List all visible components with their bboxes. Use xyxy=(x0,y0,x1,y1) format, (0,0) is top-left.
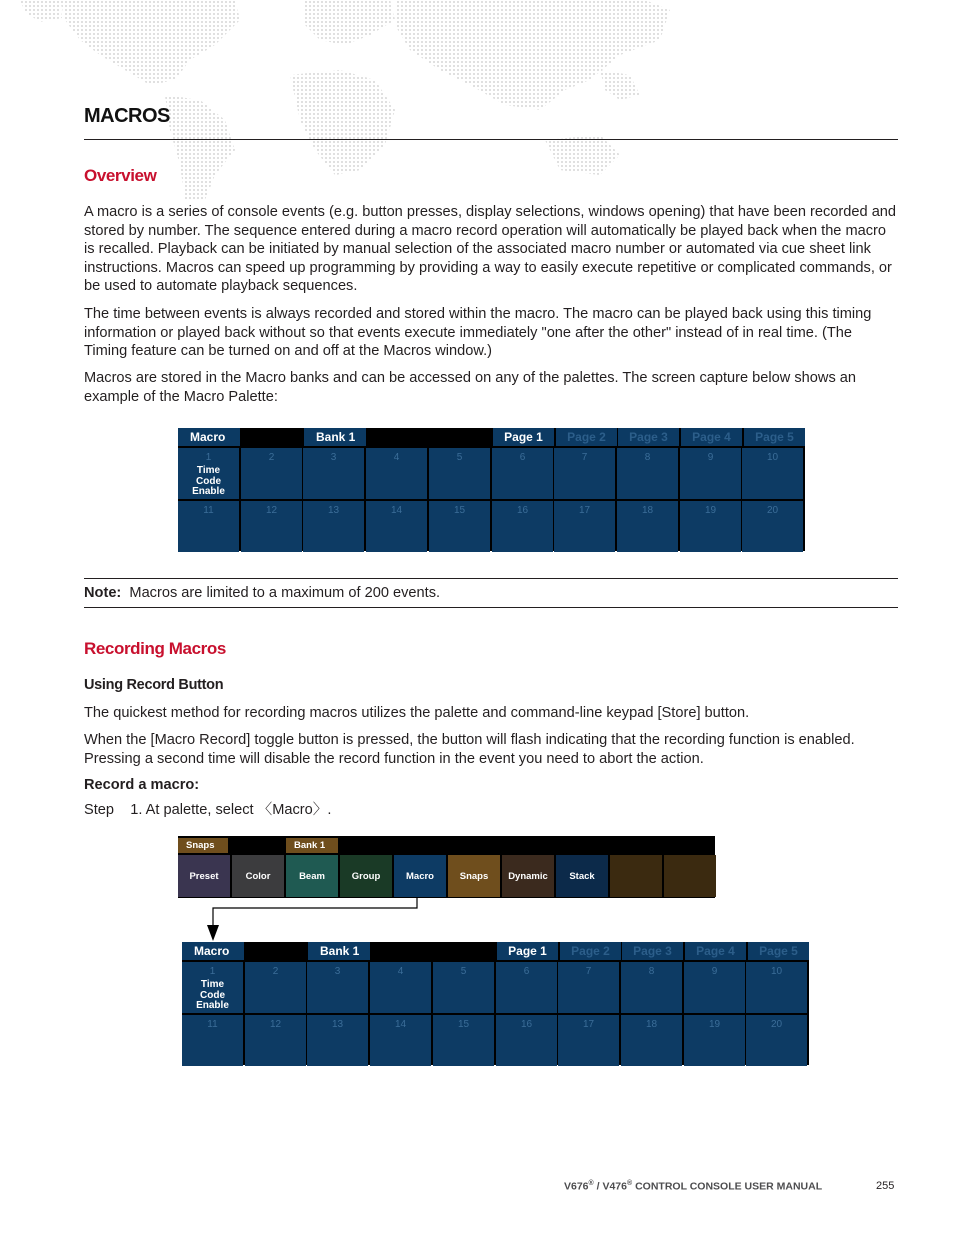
palette-page-tab[interactable]: Page 1 xyxy=(497,942,558,960)
category-button-empty[interactable] xyxy=(610,855,662,897)
step-label: Step xyxy=(84,802,115,818)
macro-cell[interactable] xyxy=(621,962,682,1013)
macro-cell[interactable] xyxy=(554,501,615,552)
note-top-rule xyxy=(84,578,898,579)
macro-cell-number: 3 xyxy=(334,966,341,977)
macro-cell-number: 9 xyxy=(711,966,718,977)
macro-cell[interactable] xyxy=(182,962,243,1013)
macro-cell[interactable] xyxy=(617,501,678,552)
macro-cell[interactable] xyxy=(178,501,239,552)
macro-cell-number: 17 xyxy=(578,505,591,516)
macro-cell-number: 4 xyxy=(397,966,404,977)
recording-macros-heading: Recording Macros xyxy=(84,639,226,658)
macro-cell[interactable] xyxy=(433,1015,494,1066)
macro-cell[interactable] xyxy=(303,501,364,552)
macro-cell-number: 6 xyxy=(523,966,530,977)
palette-page-tab[interactable]: Page 2 xyxy=(556,428,617,446)
title-rule xyxy=(84,139,898,140)
category-button-snaps[interactable]: Snaps xyxy=(448,855,500,897)
overview-paragraph-1: A macro is a series of console events (e.g. button presses, display selections, windows opening) that have been recorded and stored by number. The sequence entered during a macro record operation will automatically be played back when the macro is recalled. Playback can be initiated by manual selection of the associated macro number or automated via cue sheet link instructions. Macros can speed up programming by providing a way to easily execute repetitive or complicated commands, or be used to automate playback sequences. xyxy=(84,204,897,294)
overview-paragraph-3: Macros are stored in the Macro banks and can be accessed on any of the palettes. The screen capture below shows an example of the Macro Palette: xyxy=(84,370,857,405)
macro-cell-number: 17 xyxy=(582,1019,595,1030)
palette-page-tab[interactable]: Page 5 xyxy=(748,942,809,960)
category-button-empty[interactable] xyxy=(664,855,716,897)
macro-cell[interactable] xyxy=(492,501,553,552)
record-a-macro-label: Record a macro: xyxy=(84,777,200,793)
macro-cell-number: 13 xyxy=(331,1019,344,1030)
overview-heading: Overview xyxy=(84,166,157,185)
page-number: 255 xyxy=(876,1180,895,1192)
macro-cell-number: 15 xyxy=(457,1019,470,1030)
macro-cell[interactable] xyxy=(746,1015,807,1066)
macro-cell[interactable] xyxy=(746,962,807,1013)
using-paragraph-1: The quickest method for recording macros utilizes the palette and command-line keypad [Store] button. xyxy=(84,705,750,721)
step-text: 1. At palette, select 〈Macro〉. xyxy=(130,802,332,818)
macro-cell[interactable] xyxy=(742,448,803,499)
category-palette-screenshot xyxy=(178,836,715,898)
macro-cell[interactable] xyxy=(496,1015,557,1066)
macro-cell[interactable] xyxy=(558,1015,619,1066)
palette-page-tab[interactable]: Page 3 xyxy=(618,428,679,446)
category-button-stack[interactable]: Stack xyxy=(556,855,608,897)
macro-cell-number: 13 xyxy=(327,505,340,516)
macro-cell-number: 10 xyxy=(770,966,783,977)
macro-cell-number: 2 xyxy=(272,966,279,977)
category-tab-snaps[interactable]: Snaps xyxy=(178,838,228,853)
category-button-dynamic[interactable]: Dynamic xyxy=(502,855,554,897)
macro-cell[interactable] xyxy=(178,448,239,499)
macro-cell-number: 4 xyxy=(393,452,400,463)
macro-cell-number: 11 xyxy=(207,1019,218,1030)
category-button-preset[interactable]: Preset xyxy=(178,855,230,897)
macro-cell-number: 5 xyxy=(456,452,463,463)
macro-palette-screenshot xyxy=(178,428,805,551)
palette-page-tab[interactable]: Page 2 xyxy=(560,942,621,960)
macro-cell[interactable] xyxy=(370,1015,431,1066)
macro-cell-number: 8 xyxy=(648,966,655,977)
macro-cell[interactable] xyxy=(429,501,490,552)
page-title: MACROS xyxy=(84,105,170,127)
macro-cell[interactable] xyxy=(429,448,490,499)
macro-cell-number: 1 xyxy=(209,966,216,977)
macro-cell[interactable] xyxy=(742,501,803,552)
macro-palette-screenshot-2 xyxy=(182,942,809,1065)
category-button-beam[interactable]: Beam xyxy=(286,855,338,897)
macro-cell[interactable] xyxy=(496,962,557,1013)
palette-page-tab[interactable]: Page 1 xyxy=(493,428,554,446)
macro-cell[interactable] xyxy=(245,962,306,1013)
macro-cell-number: 15 xyxy=(453,505,466,516)
palette-bank-selector[interactable]: Bank 1 xyxy=(304,428,366,446)
macro-cell-label: Time Code Enable xyxy=(196,979,229,1011)
macro-cell-number: 5 xyxy=(460,966,467,977)
macro-cell[interactable] xyxy=(554,448,615,499)
macro-cell-number: 8 xyxy=(644,452,651,463)
macro-cell[interactable] xyxy=(621,1015,682,1066)
macro-cell[interactable] xyxy=(303,448,364,499)
macro-cell-number: 9 xyxy=(707,452,714,463)
using-paragraph-2: When the [Macro Record] toggle button is pressed, the button will flash indicating that the recording function is enabled. Pressing a second time will disable the record function in the event you need to abort the action. xyxy=(84,732,855,767)
macro-cell-number: 10 xyxy=(766,452,779,463)
overview-paragraph-2: The time between events is always recorded and stored within the macro. The macro can be played back using this timing information or played back without so that events execute immediately "one after the other" instead of in real time. (The Timing feature can be turned on and off at the Macros window.) xyxy=(84,306,872,359)
macro-cell[interactable] xyxy=(433,962,494,1013)
macro-cell[interactable] xyxy=(307,1015,368,1066)
macro-cell-number: 7 xyxy=(581,452,588,463)
macro-cell-number: 14 xyxy=(390,505,403,516)
macro-cell[interactable] xyxy=(684,1015,745,1066)
note xyxy=(84,584,898,603)
category-button-color[interactable]: Color xyxy=(232,855,284,897)
palette-page-tab[interactable]: Page 3 xyxy=(622,942,683,960)
macro-cell-number: 16 xyxy=(516,505,529,516)
step-1 xyxy=(84,801,898,820)
macro-cell-number: 18 xyxy=(645,1019,658,1030)
footer-manual-title: V676® / V476® CONTROL CONSOLE USER MANUAL xyxy=(564,1180,823,1193)
macro-cell-number: 6 xyxy=(519,452,526,463)
macro-cell-number: 19 xyxy=(704,505,717,516)
macro-cell[interactable] xyxy=(617,448,678,499)
macro-cell-number: 12 xyxy=(265,505,278,516)
using-record-button-heading: Using Record Button xyxy=(84,677,224,693)
category-button-group[interactable]: Group xyxy=(340,855,392,897)
macro-cell[interactable] xyxy=(366,448,427,499)
macro-cell-number: 18 xyxy=(641,505,654,516)
macro-cell-number: 16 xyxy=(520,1019,533,1030)
palette-bank-selector[interactable]: Bank 1 xyxy=(308,942,370,960)
macro-cell[interactable] xyxy=(370,962,431,1013)
note-bottom-rule xyxy=(84,607,898,608)
macro-cell-number: 3 xyxy=(330,452,337,463)
macro-cell[interactable] xyxy=(241,501,302,552)
macro-cell[interactable] xyxy=(680,448,741,499)
palette-macro-label[interactable]: Macro xyxy=(182,942,244,960)
macro-cell-label: Time Code Enable xyxy=(192,465,225,497)
macro-cell[interactable] xyxy=(245,1015,306,1066)
palette-page-tab[interactable]: Page 5 xyxy=(744,428,805,446)
macro-cell[interactable] xyxy=(492,448,553,499)
macro-cell[interactable] xyxy=(182,1015,243,1066)
macro-cell-number: 19 xyxy=(708,1019,721,1030)
palette-page-tab[interactable]: Page 4 xyxy=(681,428,742,446)
macro-cell-number: 1 xyxy=(205,452,212,463)
category-button-macro[interactable]: Macro xyxy=(394,855,446,897)
macro-cell-number: 7 xyxy=(585,966,592,977)
macro-cell-number: 20 xyxy=(770,1019,783,1030)
category-tab-bank[interactable]: Bank 1 xyxy=(286,838,338,853)
macro-cell-number: 11 xyxy=(203,505,214,516)
macro-cell-number: 2 xyxy=(268,452,275,463)
palette-macro-label[interactable]: Macro xyxy=(178,428,240,446)
macro-cell-number: 12 xyxy=(269,1019,282,1030)
macro-cell[interactable] xyxy=(366,501,427,552)
macro-cell[interactable] xyxy=(558,962,619,1013)
note-label: Note: xyxy=(84,585,122,601)
macro-cell-number: 14 xyxy=(394,1019,407,1030)
macro-cell-number: 20 xyxy=(766,505,779,516)
palette-page-tab[interactable]: Page 4 xyxy=(685,942,746,960)
macro-cell[interactable] xyxy=(241,448,302,499)
macro-cell[interactable] xyxy=(680,501,741,552)
macro-cell[interactable] xyxy=(307,962,368,1013)
arrow-connector xyxy=(200,895,430,945)
note-text: Macros are limited to a maximum of 200 events. xyxy=(129,585,441,601)
macro-cell[interactable] xyxy=(684,962,745,1013)
